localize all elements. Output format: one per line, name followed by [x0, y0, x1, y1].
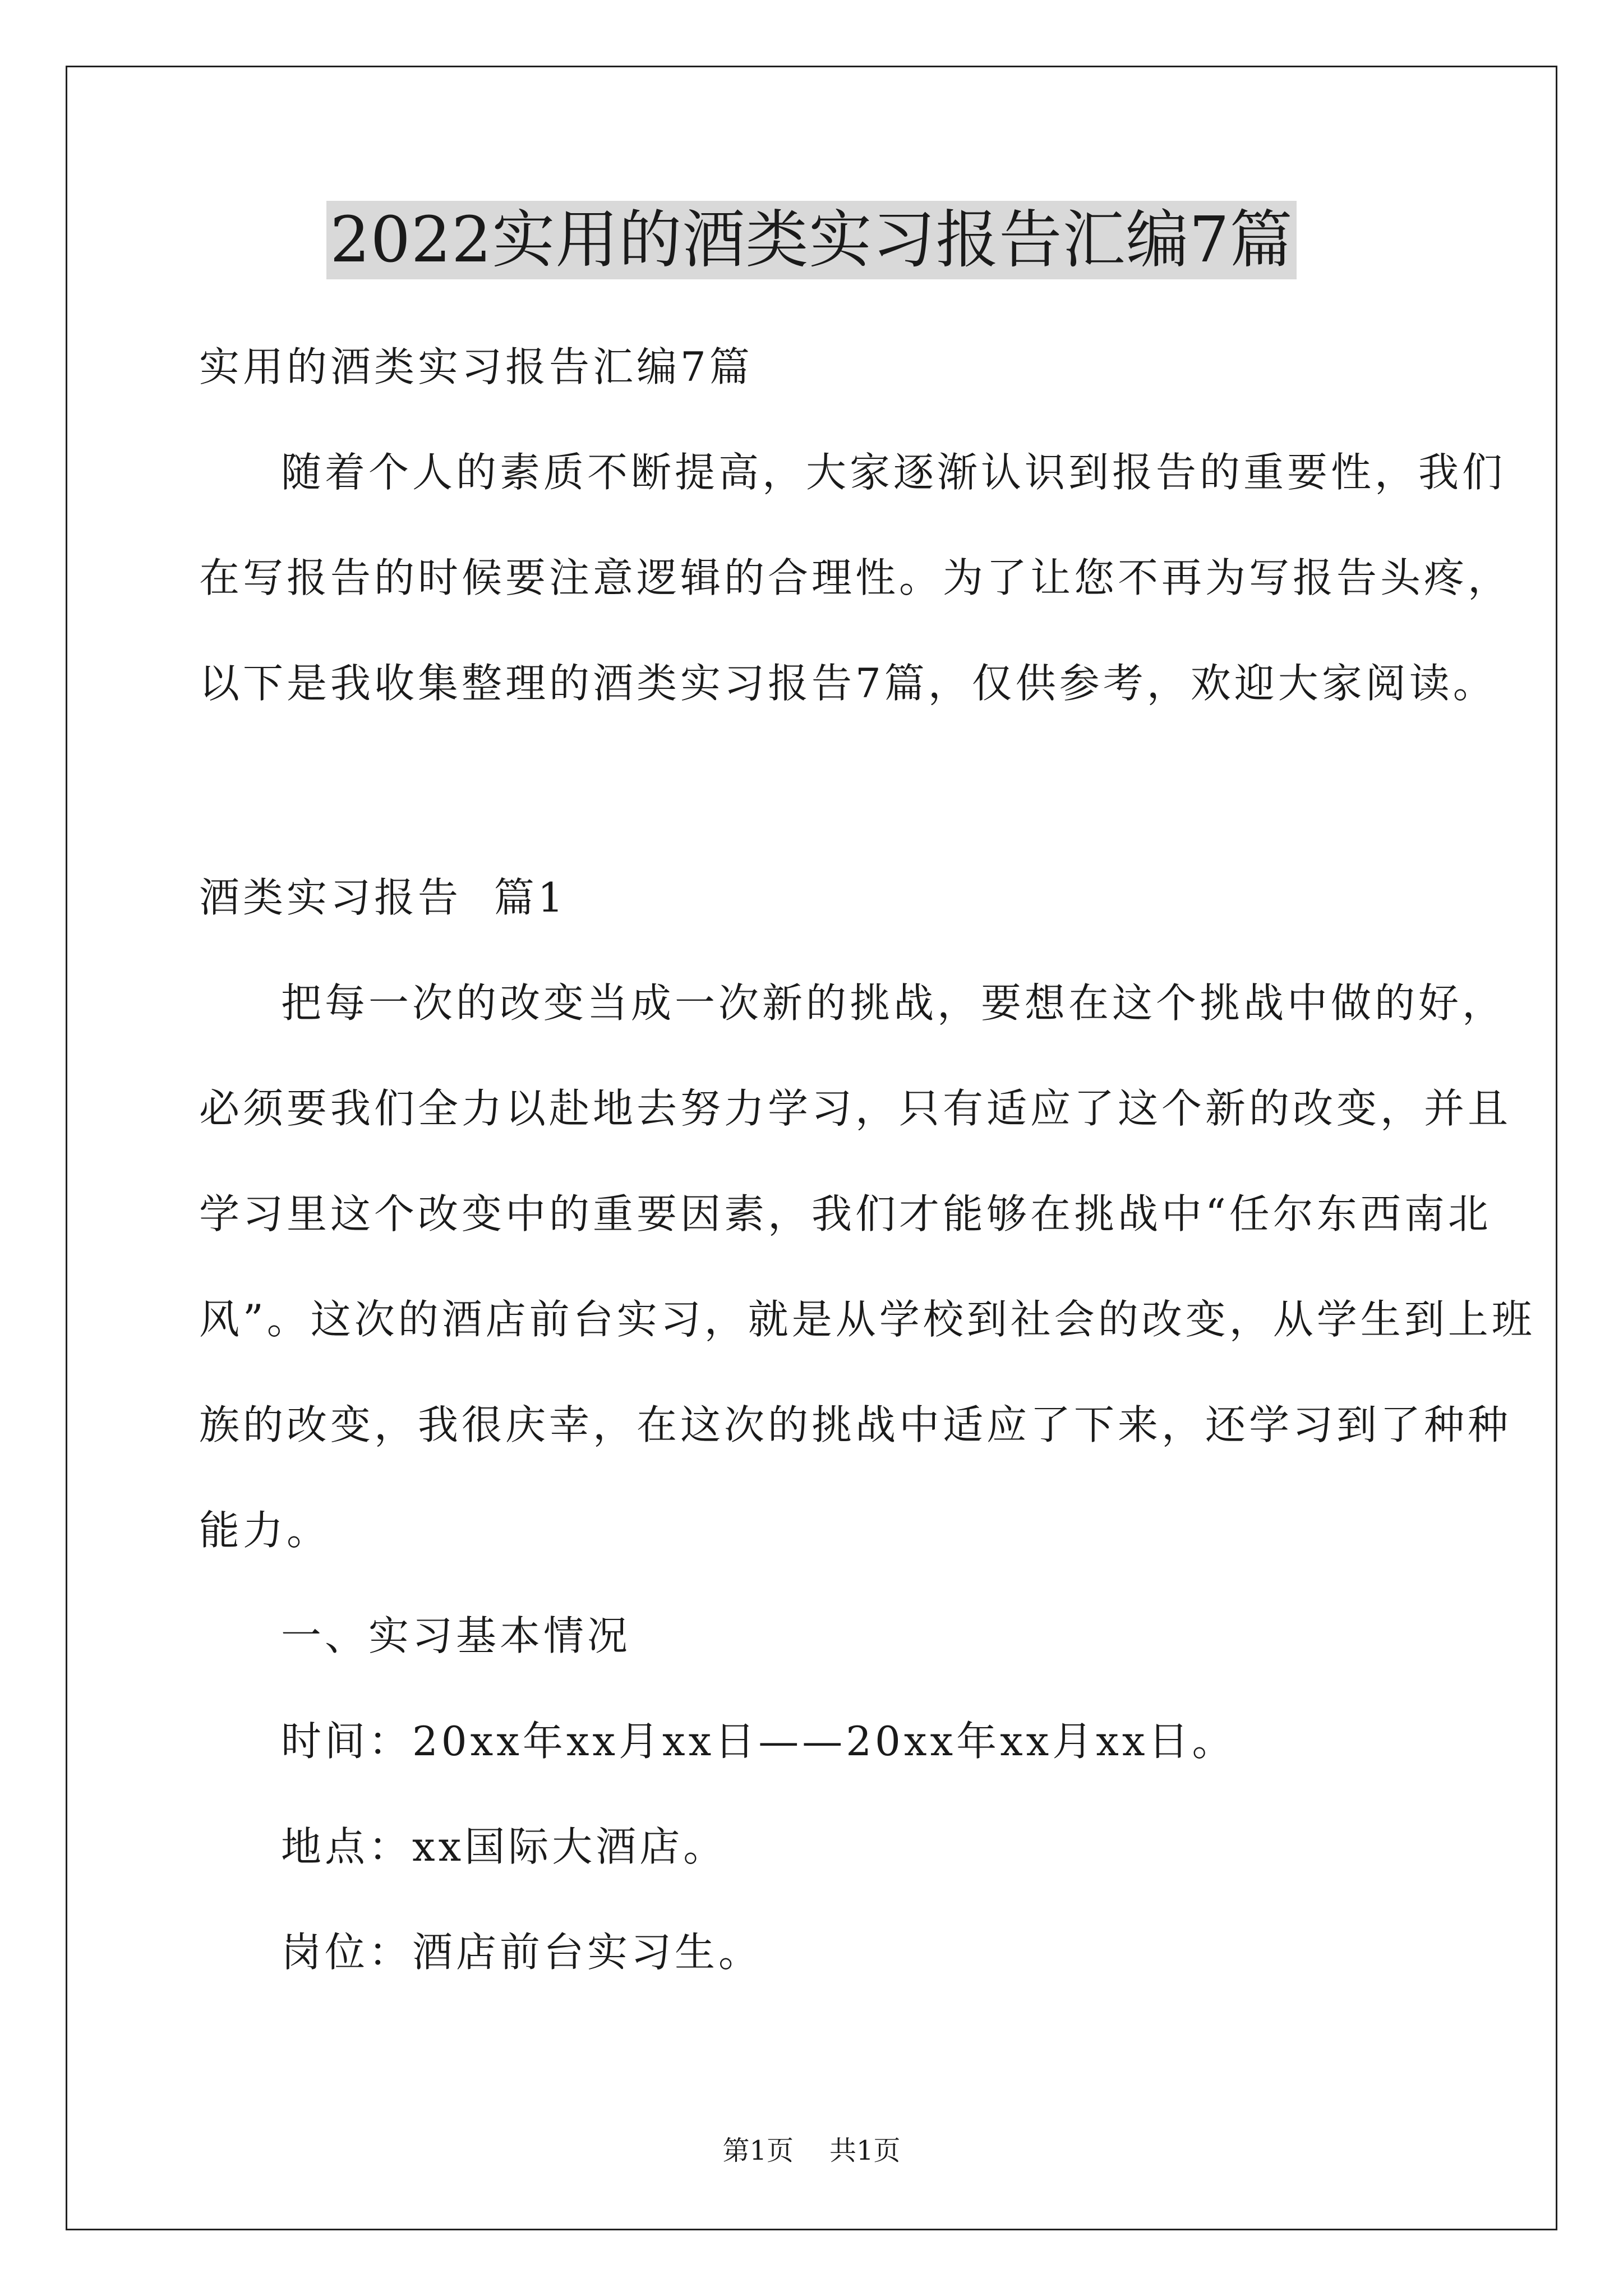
body-line: 能力。	[199, 1507, 331, 1554]
detail-time: 时间：20xx年xx月xx日——20xx年xx月xx日。	[281, 1718, 1236, 1765]
body-line: 把每一次的改变当成一次新的挑战，要想在这个挑战中做的好，	[281, 979, 1506, 1027]
section-spacer	[199, 736, 1433, 845]
body-line: 学习里这个改变中的重要因素，我们才能够在挑战中“任尔东西南北	[199, 1190, 1492, 1237]
intro-line: 随着个人的素质不断提高，大家逐渐认识到报告的重要性，我们	[281, 449, 1506, 496]
page-total: 共1页	[829, 2135, 901, 2166]
intro-line: 在写报告的时候要注意逻辑的合理性。为了让您不再为写报告头疼，	[199, 554, 1512, 601]
document-subtitle: 实用的酒类实习报告汇编7篇	[199, 343, 753, 390]
document-body	[199, 314, 1536, 2005]
document-title: 2022实用的酒类实习报告汇编7篇	[326, 201, 1296, 279]
page-number: 第1页	[722, 2135, 794, 2166]
subheading: 一、实习基本情况	[281, 1612, 631, 1659]
intro-line: 以下是我收集整理的酒类实习报告7篇，仅供参考，欢迎大家阅读。	[199, 660, 1497, 707]
body-line: 风”。这次的酒店前台实习，就是从学校到社会的改变，从学生到上班	[199, 1296, 1536, 1343]
page-footer	[0, 2134, 1623, 2168]
title-container	[0, 201, 1623, 279]
body-line: 族的改变，我很庆幸，在这次的挑战中适应了下来，还学习到了种种	[199, 1401, 1512, 1448]
detail-location: 地点：xx国际大酒店。	[281, 1823, 727, 1870]
body-line: 必须要我们全力以赴地去努力学习，只有适应了这个新的改变，并且	[199, 1085, 1512, 1132]
section-heading: 酒类实习报告 篇1	[199, 874, 567, 921]
detail-position: 岗位：酒店前台实习生。	[281, 1929, 763, 1976]
